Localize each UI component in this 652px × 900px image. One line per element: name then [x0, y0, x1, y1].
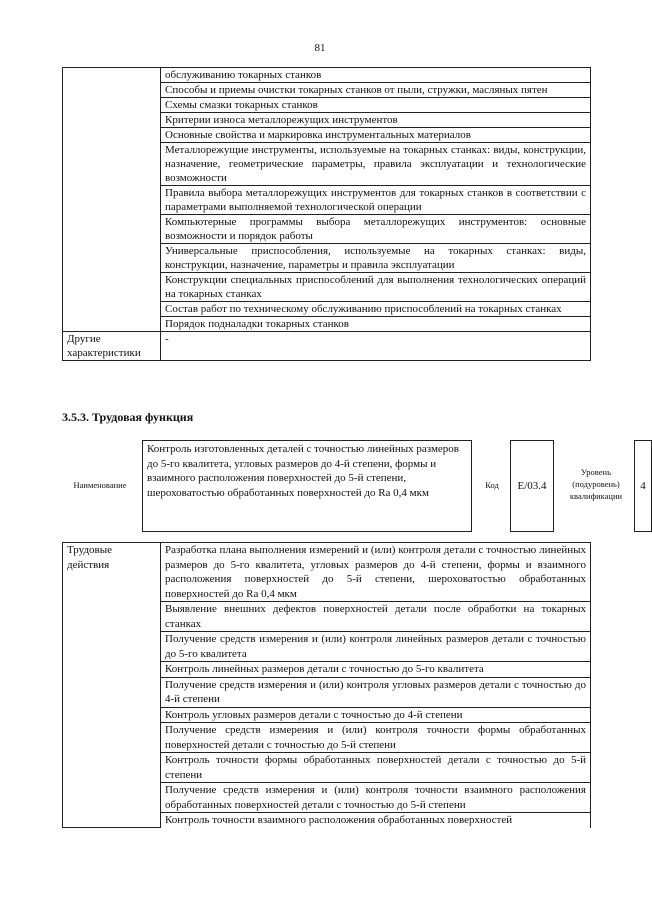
labor-action-item: Контроль точности взаимного расположения обработанных поверхностей: [161, 813, 591, 828]
knowledge-item: Основные свойства и маркировка инструментальных материалов: [161, 128, 591, 143]
labor-action-item: Получение средств измерения и (или) контроля линейных размеров детали с точностью до 5-го квалитета: [161, 632, 591, 662]
labor-function-header: [62, 440, 646, 532]
knowledge-item: Порядок подналадки токарных станков: [161, 317, 591, 332]
labor-action-item: Контроль угловых размеров детали с точностью до 4-й степени: [161, 707, 591, 723]
knowledge-item: Металлорежущие инструменты, используемые на токарных станках: виды, конструкции, назначение, геометрические параметры, правила эксплуатации и технологические возможности: [161, 143, 591, 186]
section-title: 3.5.3. Трудовая функция: [62, 410, 194, 424]
labor-action-item: Выявление внешних дефектов поверхностей детали после обработки на токарных станках: [161, 602, 591, 632]
knowledge-item: Схемы смазки токарных станков: [161, 98, 591, 113]
labor-action-item: Получение средств измерения и (или) контроля точности формы обработанных поверхностей детали с точностью до 5-й степени: [161, 723, 591, 753]
knowledge-item: Способы и приемы очистки токарных станков от пыли, стружки, масляных пятен: [161, 83, 591, 98]
knowledge-item: Универсальные приспособления, используемые на токарных станках: виды, конструкции, назначение, параметры и правила эксплуатации: [161, 244, 591, 273]
labor-action-item: Контроль точности формы обработанных поверхностей детали с точностью до 5-й степени: [161, 753, 591, 783]
knowledge-item: обслуживанию токарных станков: [161, 68, 591, 83]
labor-action-item: Контроль линейных размеров детали с точностью до 5-го квалитета: [161, 662, 591, 678]
function-name: Контроль изготовленных деталей с точностью линейных размеров до 5-го квалитета, угловых размеров до 4-й степени, формы и взаимного расположения поверхностей до 5-й степени, шероховатостью обработанных поверхностей до Ra 0,4 мкм: [142, 440, 472, 532]
labor-action-item: Разработка плана выполнения измерений и (или) контроля детали с точностью линейных размеров до 5-го квалитета, угловых размеров до 4-й степени, формы и взаимного расположения поверхностей до 5-й степени, шероховатостью обработанных поверхностей до Ra 0,4 мкм: [161, 543, 591, 602]
labor-actions-label: Трудовые действия: [63, 543, 161, 828]
labor-action-item: Получение средств измерения и (или) контроля угловых размеров детали с точностью до 4-й степени: [161, 677, 591, 707]
labor-action-item: Получение средств измерения и (или) контроля точности взаимного расположения обработанных поверхностей детали с точностью до 5-й степени: [161, 783, 591, 813]
knowledge-item: Правила выбора металлорежущих инструментов для токарных станков в соответствии с параметрами выполняемой технологической операции: [161, 186, 591, 215]
function-code: E/03.4: [510, 440, 554, 532]
knowledge-item: Конструкции специальных приспособлений для выполнения технологических операций на токарных станках: [161, 273, 591, 302]
other-characteristics-label: Другие характеристики: [63, 332, 161, 361]
knowledge-table: [62, 67, 591, 361]
code-label: Код: [485, 480, 499, 490]
name-label: Наименование: [73, 480, 127, 490]
labor-actions-table: [62, 542, 591, 828]
page-number: 81: [314, 42, 326, 54]
knowledge-item: Компьютерные программы выбора металлорежущих инструментов: основные возможности и порядок работы: [161, 215, 591, 244]
level-label: Уровень (подуровень) квалификации: [569, 467, 623, 501]
empty-label-cell: [63, 68, 161, 332]
qualification-level: 4: [634, 440, 652, 532]
knowledge-item: Состав работ по техническому обслуживанию приспособлений на токарных станках: [161, 302, 591, 317]
other-characteristics-value: -: [161, 332, 591, 361]
knowledge-item: Критерии износа металлорежущих инструментов: [161, 113, 591, 128]
